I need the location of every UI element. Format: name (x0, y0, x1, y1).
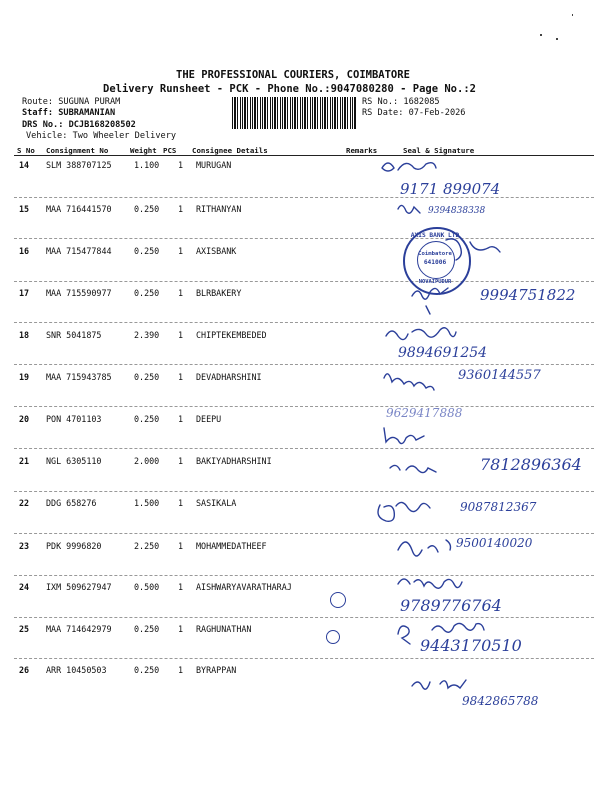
row-consignment: PDK 9996820 (46, 541, 102, 551)
row-pcs: 1 (178, 665, 184, 675)
row-sno: 20 (19, 414, 30, 424)
drs-number: DRS No.: DCJB168208502 (22, 120, 136, 130)
handwritten-phone: 9443170510 (420, 636, 522, 655)
row-consignee: MOHAMMEDATHEEF (196, 541, 267, 551)
handwritten-phone: 9629417888 (386, 406, 463, 420)
col-seal-header: Seal & Signature (403, 146, 475, 155)
row-sno: 21 (19, 456, 30, 466)
row-pcs: 1 (178, 541, 184, 551)
row-consignee: AXISBANK (196, 246, 237, 256)
stamp-city: Coimbatore (418, 251, 452, 257)
row-sno: 16 (19, 246, 30, 256)
row-weight: 1.100 (134, 160, 160, 170)
staff-label: Staff: SUBRAMANIAN (22, 108, 116, 118)
row-consignment: MAA 715943785 (46, 372, 112, 382)
row-sno: 26 (19, 665, 30, 675)
handwritten-phone: 9500140020 (456, 536, 533, 550)
col-weight-header: Weight (130, 146, 157, 155)
row-pcs: 1 (178, 204, 184, 214)
row-sno: 19 (19, 372, 30, 382)
row-weight: 0.500 (134, 582, 160, 592)
row-pcs: 1 (178, 330, 184, 340)
row-consignee: BAKIYADHARSHINI (196, 456, 272, 466)
row-sno: 15 (19, 204, 30, 214)
row-pcs: 1 (178, 414, 184, 424)
row-consignee: SASIKALA (196, 498, 237, 508)
row-consignment: MAA 714642979 (46, 624, 112, 634)
row-consignment: SNR 5041875 (46, 330, 102, 340)
row-weight: 0.250 (134, 288, 160, 298)
col-remarks-header: Remarks (346, 146, 378, 155)
handwritten-phone: 7812896364 (480, 455, 582, 474)
row-consignment: DDG 658276 (46, 498, 97, 508)
row-weight: 2.250 (134, 541, 160, 551)
row-consignee: AISHWARYAVARATHARAJ (196, 582, 292, 592)
row-sno: 23 (19, 541, 30, 551)
row-sno: 22 (19, 498, 30, 508)
row-sno: 14 (19, 160, 30, 170)
row-consignment: IXM 509627947 (46, 582, 112, 592)
rs-number: RS No.: 1682085 (362, 97, 440, 107)
row-pcs: 1 (178, 624, 184, 634)
row-weight: 0.250 (134, 372, 160, 382)
col-pcs-header: PCS (163, 146, 177, 155)
row-consignment: ARR 10450503 (46, 665, 107, 675)
row-consignee: DEEPU (196, 414, 222, 424)
vehicle-label: Vehicle: Two Wheeler Delivery (26, 131, 177, 141)
row-pcs: 1 (178, 498, 184, 508)
row-pcs: 1 (178, 288, 184, 298)
row-sno: 25 (19, 624, 30, 634)
handwritten-phone: 9394838338 (428, 206, 486, 216)
row-weight: 0.250 (134, 414, 160, 424)
row-weight: 0.250 (134, 665, 160, 675)
row-sno: 17 (19, 288, 30, 298)
row-consignee: CHIPTEKEMBEDED (196, 330, 267, 340)
remark-circle-mark (330, 592, 346, 608)
row-pcs: 1 (178, 456, 184, 466)
row-weight: 0.250 (134, 246, 160, 256)
stamp-pin: 641006 (423, 259, 447, 266)
row-pcs: 1 (178, 246, 184, 256)
stamp-area: NOVAIPUDUR (418, 279, 452, 285)
stamp-bank-name: AXIS BANK LTD (410, 232, 460, 239)
col-sno-header: S No (17, 146, 35, 155)
row-sno: 24 (19, 582, 30, 592)
row-sno: 18 (19, 330, 30, 340)
row-pcs: 1 (178, 582, 184, 592)
row-consignee: MURUGAN (196, 160, 232, 170)
handwritten-phone: 9087812367 (460, 500, 537, 514)
remark-circle-mark (326, 630, 340, 644)
handwritten-phone: 9994751822 (480, 286, 576, 304)
row-weight: 0.250 (134, 624, 160, 634)
row-consignment: MAA 715477844 (46, 246, 112, 256)
col-consignment-header: Consignment No (46, 146, 109, 155)
runsheet-subtitle: Delivery Runsheet - PCK - Phone No.:9047080280 - Page No.:2 (103, 83, 476, 95)
row-pcs: 1 (178, 160, 184, 170)
row-consignment: SLM 388707125 (46, 160, 112, 170)
row-weight: 2.000 (134, 456, 160, 466)
row-weight: 1.500 (134, 498, 160, 508)
handwritten-phone: 9789776764 (400, 596, 502, 615)
row-consignment: MAA 715590977 (46, 288, 112, 298)
row-consignment: PON 4701103 (46, 414, 102, 424)
rs-date: RS Date: 07-Feb-2026 (362, 108, 466, 118)
row-consignment: NGL 6305110 (46, 456, 102, 466)
handwritten-phone: 9360144557 (458, 368, 541, 383)
row-pcs: 1 (178, 372, 184, 382)
handwritten-phone: 9894691254 (398, 345, 488, 361)
col-consignee-header: Consignee Details (192, 146, 268, 155)
row-consignee: BYRAPPAN (196, 665, 237, 675)
row-consignee: RAGHUNATHAN (196, 624, 252, 634)
row-weight: 2.390 (134, 330, 160, 340)
row-consignment: MAA 716441570 (46, 204, 112, 214)
handwritten-phone: 9842865788 (462, 694, 539, 708)
row-weight: 0.250 (134, 204, 160, 214)
row-consignee: DEVADHARSHINI (196, 372, 262, 382)
route-label: Route: SUGUNA PURAM (22, 97, 121, 107)
row-consignee: BLRBAKERY (196, 288, 242, 298)
company-title: THE PROFESSIONAL COURIERS, COIMBATORE (176, 69, 410, 81)
handwritten-phone: 9171 899074 (400, 180, 501, 198)
row-consignee: RITHANYAN (196, 204, 242, 214)
